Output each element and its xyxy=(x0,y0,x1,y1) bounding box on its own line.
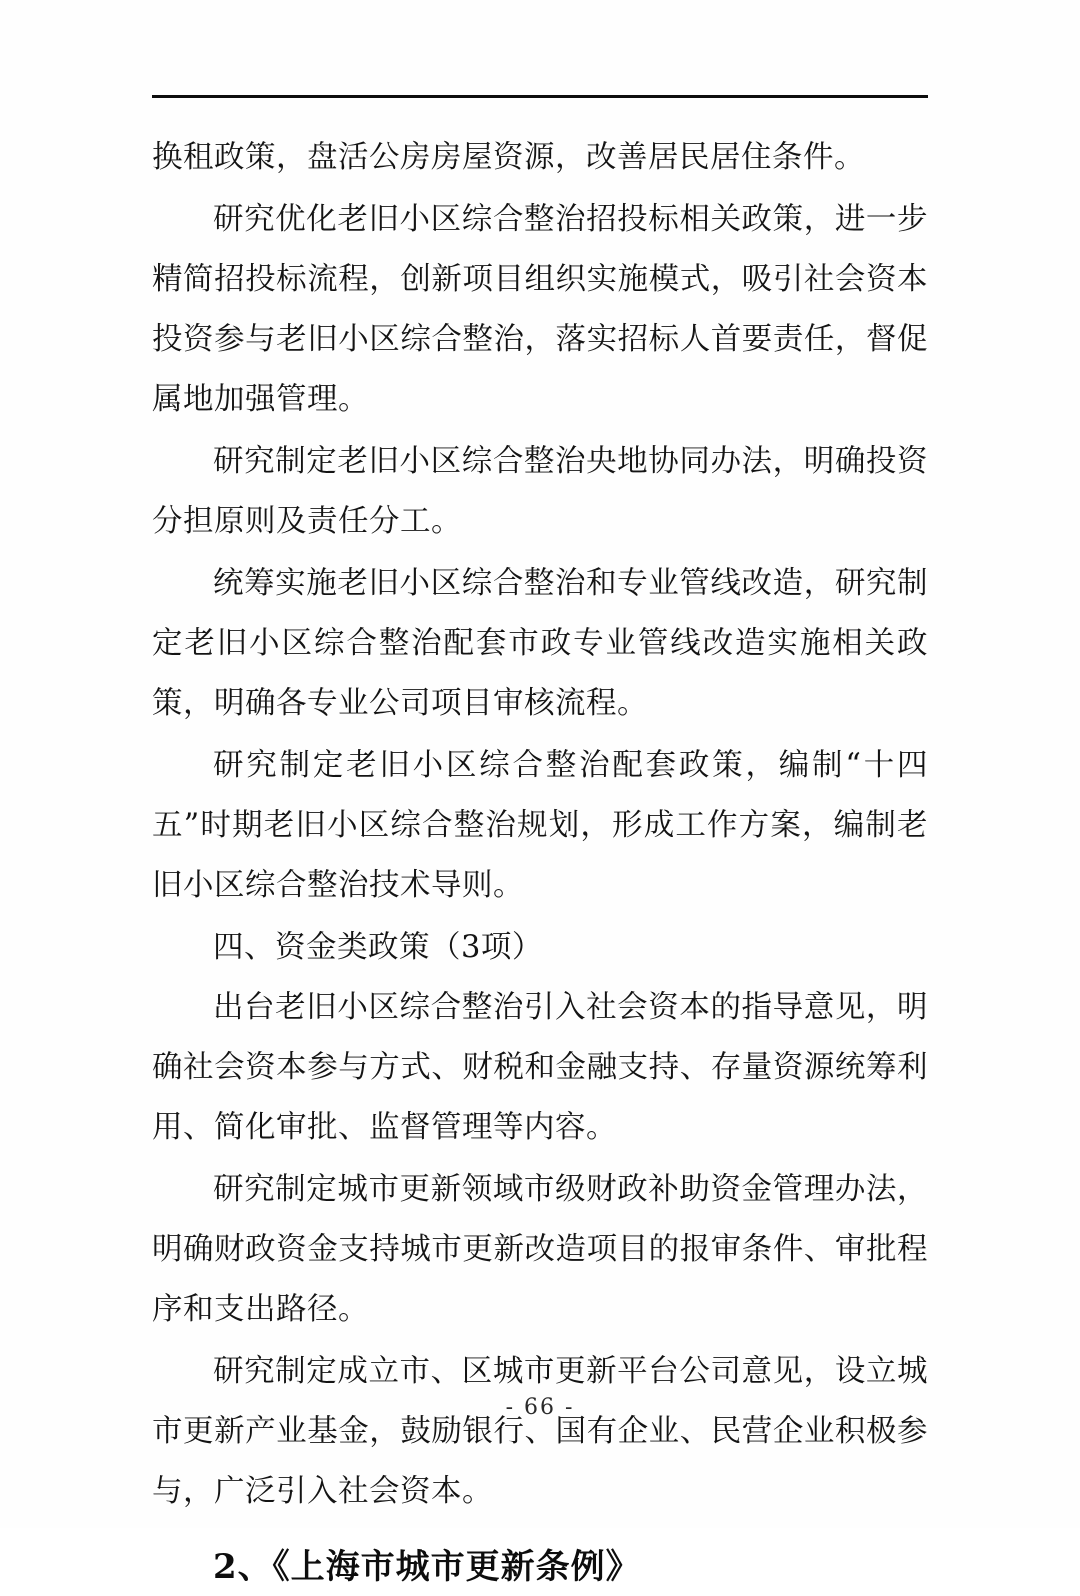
paragraph: 研究制定成立市、区城市更新平台公司意见，设立城市更新产业基金，鼓励银行、国有企业、民营企业积极参与，广泛引入社会资本。 xyxy=(152,1354,928,1509)
header-divider xyxy=(152,95,928,98)
paragraph: 研究制定老旧小区综合整治央地协同办法，明确投资分担原则及责任分工。 xyxy=(152,444,928,539)
paragraph: 统筹实施老旧小区综合整治和专业管线改造，研究制定老旧小区综合整治配套市政专业管线改造实施相关政策，明确各专业公司项目审核流程。 xyxy=(152,566,928,721)
paragraph: 研究制定城市更新领域市级财政补助资金管理办法，明确财政资金支持城市更新改造项目的报审条件、审批程序和支出路径。 xyxy=(152,1172,928,1327)
subsection-title: 2、《上海市城市更新条例》 xyxy=(213,1547,641,1587)
page-content xyxy=(152,128,928,1596)
paragraph: 研究制定老旧小区综合整治配套政策，编制“十四五”时期老旧小区综合整治规划，形成工作方案，编制老旧小区综合整治技术导则。 xyxy=(152,748,928,903)
paragraph: 换租政策，盘活公房房屋资源，改善居民居住条件。 xyxy=(152,140,865,175)
section-heading: 四、资金类政策（3项） xyxy=(213,930,543,965)
paragraph: 研究优化老旧小区综合整治招投标相关政策，进一步精简招投标流程，创新项目组织实施模式，吸引社会资本投资参与老旧小区综合整治，落实招标人首要责任，督促属地加强管理。 xyxy=(152,202,928,417)
page-number: - 66 - xyxy=(505,1395,575,1420)
paragraph: 出台老旧小区综合整治引入社会资本的指导意见，明确社会资本参与方式、财税和金融支持、存量资源统筹利用、简化审批、监督管理等内容。 xyxy=(152,990,928,1145)
